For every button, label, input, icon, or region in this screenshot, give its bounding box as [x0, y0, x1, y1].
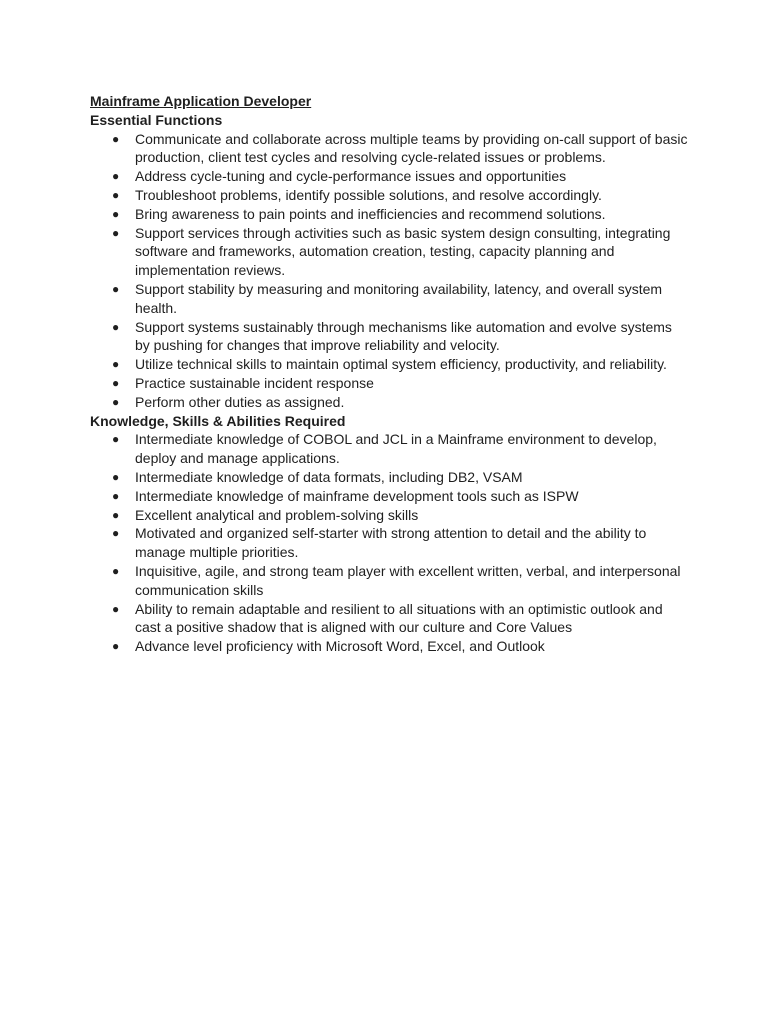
list-item: [90, 506, 690, 525]
job-title: Mainframe Application Developer: [90, 93, 312, 109]
bullet-icon: ●: [112, 375, 120, 390]
bullet-icon: ●: [112, 281, 120, 296]
list-item: [90, 318, 690, 356]
list-item: [90, 430, 690, 468]
list-item: [90, 167, 690, 186]
list-item-text: Excellent analytical and problem-solving skills: [135, 506, 419, 523]
list-item: [90, 468, 690, 487]
section-heading-essential-functions: Essential Functions: [90, 111, 223, 128]
list-item: [90, 600, 690, 638]
bullet-icon: ●: [112, 131, 120, 146]
list-item-text: Practice sustainable incident response: [135, 374, 374, 391]
list-item-text: Address cycle-tuning and cycle-performance issues and opportunities: [135, 168, 567, 185]
bullet-icon: ●: [112, 639, 120, 654]
list-item: [90, 355, 690, 374]
list-item-text: Utilize technical skills to maintain optimal system efficiency, productivity, and reliability.: [135, 356, 667, 373]
section-heading-knowledge-skills: Knowledge, Skills & Abilities Required: [90, 412, 346, 429]
document-page: [90, 92, 690, 656]
list-item: [90, 524, 690, 562]
list-item: [90, 374, 690, 393]
essential-functions-list: [90, 130, 690, 412]
bullet-icon: ●: [112, 526, 120, 541]
list-item-text: Intermediate knowledge of mainframe development tools such as ISPW: [135, 487, 579, 504]
bullet-icon: ●: [112, 563, 120, 578]
list-item-text: Intermediate knowledge of COBOL and JCL in a Mainframe environment to develop, deploy and manage applications.: [135, 431, 657, 467]
bullet-icon: ●: [112, 357, 120, 372]
list-item: [90, 393, 690, 412]
bullet-icon: ●: [112, 469, 120, 484]
bullet-icon: ●: [112, 507, 120, 522]
list-item: [90, 280, 690, 318]
list-item-text: Motivated and organized self-starter with strong attention to detail and the ability to manage multiple priorities.: [135, 525, 647, 561]
list-item-text: Support services through activities such as basic system design consulting, integrating software and frameworks, automation creation, testing, capacity planning and implementation reviews.: [135, 224, 671, 279]
list-item-text: Troubleshoot problems, identify possible solutions, and resolve accordingly.: [135, 186, 602, 203]
bullet-icon: ●: [112, 432, 120, 447]
bullet-icon: ●: [112, 187, 120, 202]
bullet-icon: ●: [112, 319, 120, 334]
list-item: [90, 186, 690, 205]
list-item: [90, 637, 690, 656]
bullet-icon: ●: [112, 206, 120, 221]
list-item-text: Ability to remain adaptable and resilient to all situations with an optimistic outlook and cast a positive shadow that is aligned with our culture and Core Values: [135, 600, 663, 636]
list-item: [90, 224, 690, 280]
knowledge-skills-list: [90, 430, 690, 656]
list-item-text: Advance level proficiency with Microsoft Word, Excel, and Outlook: [135, 638, 545, 655]
list-item-text: Bring awareness to pain points and inefficiencies and recommend solutions.: [135, 205, 606, 222]
list-item-text: Intermediate knowledge of data formats, including DB2, VSAM: [135, 468, 523, 485]
list-item: [90, 130, 690, 168]
list-item-text: Support systems sustainably through mechanisms like automation and evolve systems by pushing for changes that improve reliability and velocity.: [135, 318, 672, 354]
bullet-icon: ●: [112, 601, 120, 616]
list-item-text: Communicate and collaborate across multiple teams by providing on-call support of basic production, client test cycles and resolving cycle-related issues or problems.: [135, 130, 688, 166]
bullet-icon: ●: [112, 488, 120, 503]
list-item: [90, 562, 690, 600]
bullet-icon: ●: [112, 169, 120, 184]
bullet-icon: ●: [112, 394, 120, 409]
list-item: [90, 205, 690, 224]
list-item-text: Perform other duties as assigned.: [135, 393, 345, 410]
bullet-icon: ●: [112, 225, 120, 240]
list-item-text: Inquisitive, agile, and strong team player with excellent written, verbal, and interpersonal communication skills: [135, 562, 681, 598]
list-item: [90, 487, 690, 506]
list-item-text: Support stability by measuring and monitoring availability, latency, and overall system health.: [135, 280, 663, 316]
